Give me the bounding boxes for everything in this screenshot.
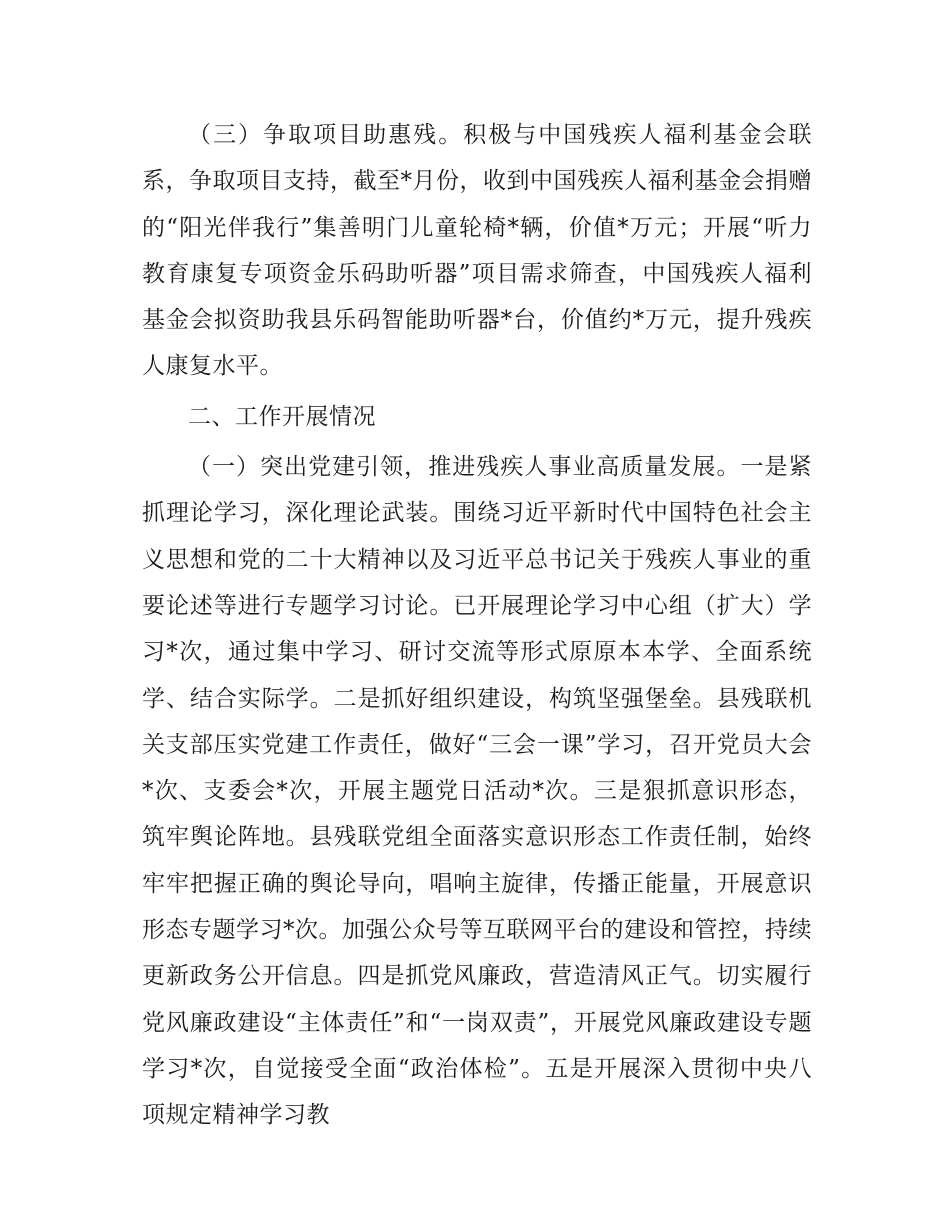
document-body [142,112,812,1139]
paragraph-project-support: （三）争取项目助惠残。积极与中国残疾人福利基金会联系，争取项目支持，截至*月份，收到中国残疾人福利基金会捐赠的“阳光伴我行”集善明门儿童轮椅*辆，价值*万元；开展“听力教育康复专项资金乐码助听器”项目需求筛查，中国残疾人福利基金会拟资助我县乐码智能助听器*台，价值约*万元，提升残疾人康复水平。 [142,122,812,380]
paragraph-party-building: （一）突出党建引领，推进残疾人事业高质量发展。一是紧抓理论学习，深化理论武装。围绕习近平新时代中国特色社会主义思想和党的二十大精神以及习近平总书记关于残疾人事业的重要论述等进行专题学习讨论。已开展理论学习中心组（扩大）学习*次，通过集中学习、研讨交流等形式原原本本学、全面系统学、结合实际学。二是抓好组织建设，构筑坚强堡垒。县残联机关支部压实党建工作责任，做好“三会一课”学习，召开党员大会*次、支委会*次，开展主题党日活动*次。三是狠抓意识形态，筑牢舆论阵地。县残联党组全面落实意识形态工作责任制，始终牢牢把握正确的舆论导向，唱响主旋律，传播正能量，开展意识形态专题学习*次。加强公众号等互联网平台的建设和管控，持续更新政务公开信息。四是抓党风廉政，营造清风正气。切实履行党风廉政建设“主体责任”和“一岗双责”，开展党风廉政建设专题学习*次，自觉接受全面“政治体检”。五是开展深入贯彻中央八项规定精神学习教 [142,454,812,1129]
section-heading-work-status: 二、工作开展情况 [188,403,376,430]
